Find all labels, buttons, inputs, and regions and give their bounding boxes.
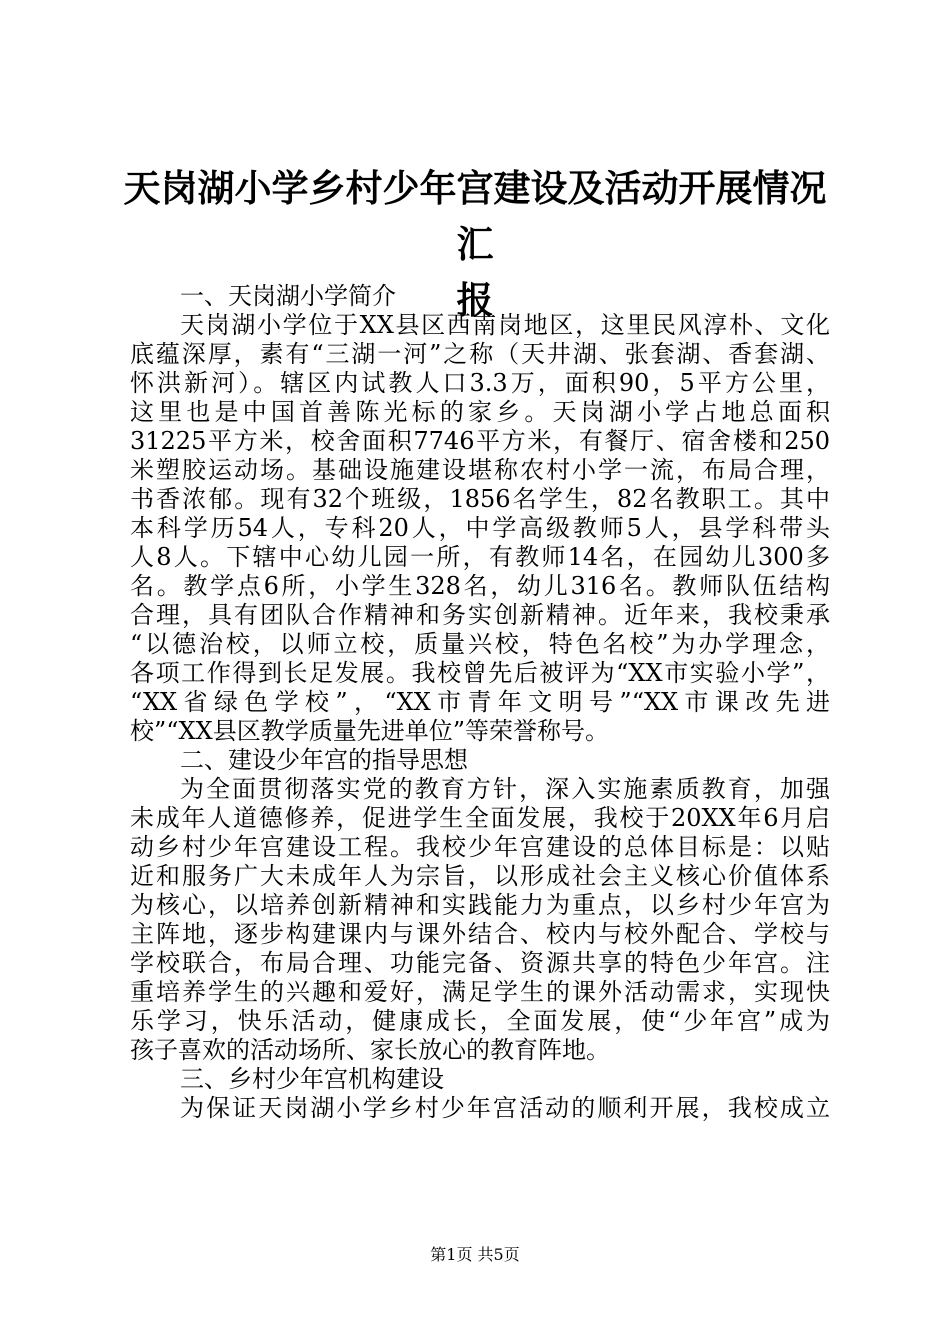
paragraph-line: 为核心，以培养创新精神和实践能力为重点，以乡村少年宫为: [130, 891, 830, 919]
paragraph-line: 未成年人道德修养，促进学生全面发展，我校于20XX年6月启: [130, 804, 830, 832]
document-body: [130, 282, 830, 1123]
paragraph-line: 为保证天岗湖小学乡村少年宫活动的顺利开展，我校成立: [180, 1094, 830, 1122]
paragraph-line: 乐学习，快乐活动，健康成长，全面发展，使“少年宫”成为: [130, 1007, 830, 1035]
paragraph-line: 校”“XX县区教学质量先进单位”等荣誉称号。: [130, 717, 609, 745]
paragraph-line: 31225平方米，校舍面积7746平方米，有餐厅、宿舍楼和250: [130, 427, 830, 455]
paragraph-line: 为全面贯彻落实党的教育方针，深入实施素质教育，加强: [180, 775, 830, 803]
paragraph-line: 近和服务广大未成年人为宗旨，以形成社会主义核心价值体系: [130, 862, 830, 890]
paragraph-line: 本科学历54人，专科20人，中学高级教师5人，县学科带头: [130, 514, 830, 542]
title-line-1: 天岗湖小学乡村少年宫建设及活动开展情况汇: [123, 166, 827, 266]
paragraph-line: 重培养学生的兴趣和爱好，满足学生的课外活动需求，实现快: [130, 978, 830, 1006]
paragraph-line: 书香浓郁。现有32个班级，1856名学生，82名教职工。其中: [130, 485, 830, 513]
paragraph-line: 米塑胶运动场。基础设施建设堪称农村小学一流，布局合理，: [130, 456, 830, 484]
paragraph-line: 人8人。下辖中心幼儿园一所，有教师14名，在园幼儿300多: [130, 543, 830, 571]
paragraph-line: “XX省绿色学校”，“XX市青年文明号”“XX市课改先进: [130, 688, 830, 716]
paragraph-line: 各项工作得到长足发展。我校曾先后被评为“XX市实验小学”，: [130, 659, 830, 687]
paragraph-line: 怀洪新河）。辖区内试教人口3.3万，面积90，5平方公里，: [130, 369, 830, 397]
paragraph-line: 合理，具有团队合作精神和务实创新精神。近年来，我校秉承: [130, 601, 830, 629]
page-footer: 第1页 共5页: [430, 1245, 520, 1264]
paragraph-line: 学校联合，布局合理、功能完备、资源共享的特色少年宫。注: [130, 949, 830, 977]
paragraph-line: 底蕴深厚，素有“三湖一河”之称（天井湖、张套湖、香套湖、: [130, 340, 830, 368]
title-line-2: 报: [456, 278, 494, 322]
paragraph-line: 这里也是中国首善陈光标的家乡。天岗湖小学占地总面积: [130, 398, 830, 426]
paragraph-line: “以德治校，以师立校，质量兴校，特色名校”为办学理念，: [130, 630, 830, 658]
paragraph-line: 动乡村少年宫建设工程。我校少年宫建设的总体目标是：以贴: [130, 833, 830, 861]
section-heading-1: 一、天岗湖小学简介: [180, 282, 396, 310]
paragraph-line: 天岗湖小学位于XX县区西南岗地区，这里民风淳朴、文化: [180, 311, 830, 339]
section-heading-2: 二、建设少年宫的指导思想: [180, 746, 468, 774]
paragraph-line: 主阵地，逐步构建课内与课外结合、校内与校外配合、学校与: [130, 920, 830, 948]
paragraph-line: 名。教学点6所，小学生328名，幼儿316名。教师队伍结构: [130, 572, 830, 600]
paragraph-line: 孩子喜欢的活动场所、家长放心的教育阵地。: [130, 1036, 610, 1064]
section-heading-3: 三、乡村少年宫机构建设: [180, 1065, 444, 1093]
